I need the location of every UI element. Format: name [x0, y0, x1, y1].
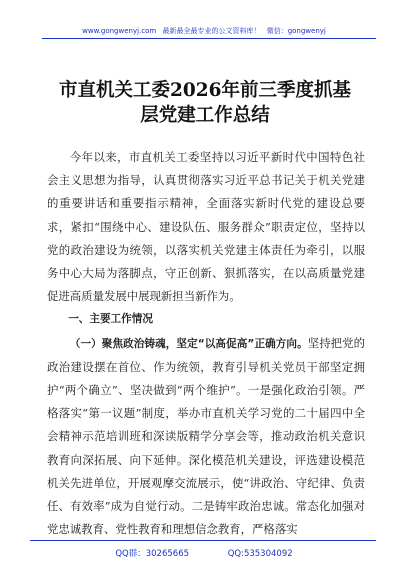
document-title: 市直机关工委2026年前三季度抓基层党建工作总结: [59, 80, 351, 126]
footer-divider: [30, 540, 376, 541]
page-footer: [0, 547, 408, 559]
page-header: [0, 26, 408, 36]
sub-section-text: 坚持把党的政治建设摆在首位、作为统领，教育引导机关党员干部坚定拥护“两个确立”、坚决做到“两个维护”。一是强化政治引领。严格落实“第一议题”制度，举办市直机关学习党的二十届四中全会精神示范培训班和深读版精学分享会等，推动政治机关意识教育向深拓展、向下延伸。深化模范机关建设，评选建设模范机关先进单位，开展观摩交流展示，使“讲政治、守纪律、负责任、有效率”成为自觉行动。二是铸牢政治忠诚。常态化加强对党忠诚教育、党性教育和理想信念教育，严格落实: [47, 335, 365, 537]
header-divider: [42, 38, 376, 39]
footer-qq: QQ:535304092: [227, 549, 293, 559]
intro-paragraph: 今年以来，市直机关工委坚持以习近平新时代中国特色社会主义思想为指导，认真贯彻落实习近平总书记关于机关党建的重要讲话和重要指示精神，全面落实新时代党的建设总要求，紧扣“围绕中心、建设队伍、服务群众”职责定位，坚持以党的政治建设为统领，以落实机关党建主体责任为牵引，以服务中心大局为落脚点，守正创新、狠抓落实，在以高质量党建促进高质量发展中展现新担当新作为。: [47, 150, 365, 304]
section-heading: 一、主要工作情况: [68, 313, 153, 326]
footer-qq-group: QQ群：30265665: [115, 549, 190, 559]
sub-section-heading: （一）聚焦政治铸魂，坚定“以高促高”正确方向。: [69, 337, 308, 350]
header-slogan: 最新最全最专业的公文资料库！: [162, 27, 261, 35]
header-wechat: 微信：gongwenyj: [266, 27, 326, 35]
sub-section-paragraph: [47, 332, 365, 542]
document-body: [47, 146, 365, 541]
header-url-link[interactable]: www.gongwenyj.com: [82, 27, 157, 35]
